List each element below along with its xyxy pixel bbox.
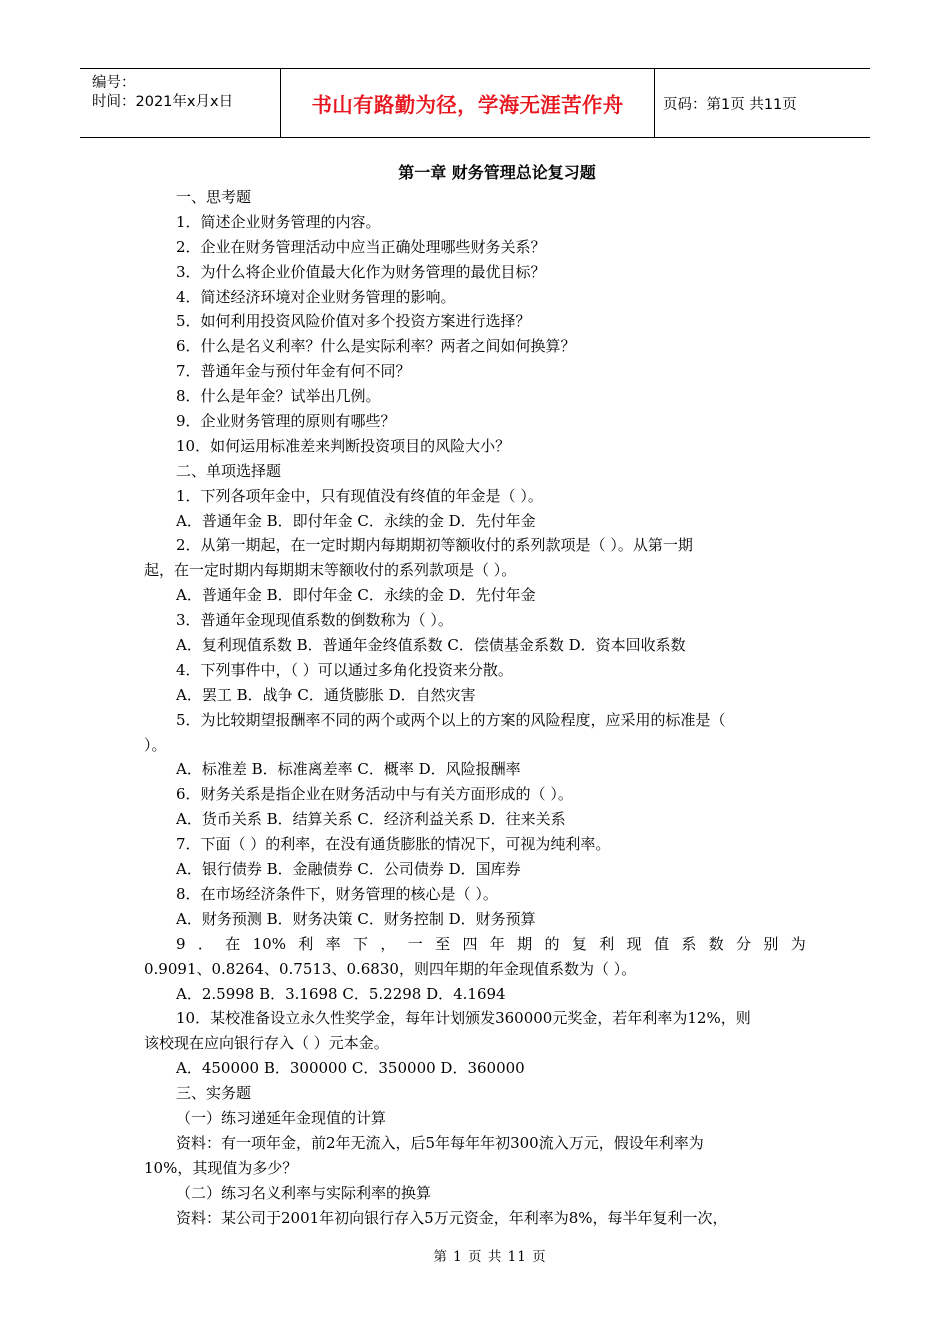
page-footer: 第 1 页 共 11 页 (433, 1249, 547, 1265)
justified-token: 至 (435, 934, 451, 953)
question-line: 5．如何利用投资风险价值对多个投资方案进行选择？ (176, 312, 531, 331)
question-continuation: ）。 (144, 735, 167, 754)
question-line: 2．从第一期起，在一定时期内每期期初等额收付的系列款项是（ ）。从第一期 (176, 536, 693, 555)
options-line: A．货币关系 B．结算关系 C．经济利益关系 D．往来关系 (176, 810, 566, 829)
justified-token: 的 (544, 934, 560, 953)
options-line: A．银行债券 B．金融债券 C．公司债券 D．国库券 (176, 860, 521, 879)
document-header (80, 68, 870, 138)
exercise-line: 资料：有一项年金，前2年无流入，后5年每年年初300流入万元，假设年利率为 (176, 1133, 704, 1152)
justified-token: 一 (407, 934, 423, 953)
header-meta (80, 69, 281, 137)
question-line: 7．下面（ ）的利率，在没有通货膨胀的情况下，可视为纯利率。 (176, 835, 611, 854)
justified-token: 在 (225, 934, 241, 953)
subsection-heading: （二）练习名义利率与实际利率的换算 (176, 1183, 432, 1202)
justified-token: 9 (176, 934, 186, 953)
justified-token: ． (197, 934, 213, 953)
question-line: 7．普通年金与预付年金有何不同？ (176, 362, 411, 381)
date-label: 时间：2021年x月x日 (92, 94, 234, 110)
question-line: 3．为什么将企业价值最大化作为财务管理的最优目标？ (176, 262, 546, 281)
options-line: A．复利现值系数 B．普通年金终值系数 C．偿债基金系数 D．资本回收系数 (176, 636, 686, 655)
justified-token: 下 (353, 934, 369, 953)
question-line: 9．企业财务管理的原则有哪些？ (176, 412, 396, 431)
question-line: 10．某校准备设立永久性奖学金，每年计划颁发360000元奖金，若年利率为12%，则 (176, 1009, 751, 1028)
question-line: 6．财务关系是指企业在财务活动中与有关方面形成的（ ）。 (176, 785, 573, 804)
header-motto-cell (281, 69, 655, 137)
chapter-title: 第一章 财务管理总论复习题 (398, 163, 596, 182)
justified-token: 利 (599, 934, 615, 953)
options-line: A．2.5998 B．3.1698 C．5.2298 D．4.1694 (176, 984, 506, 1003)
question-continuation: 该校现在应向银行存入（ ）元本金。 (144, 1034, 389, 1053)
question-line: 5．为比较期望报酬率不同的两个或两个以上的方案的风险程度，应采用的标准是（ (176, 710, 726, 729)
section-heading: 一、思考题 (176, 188, 252, 206)
exercise-continuation: 10%，其现值为多少？ (144, 1158, 298, 1177)
page-info-text: 页码：第1页 共11页 (663, 96, 797, 113)
justified-token: 为 (790, 934, 806, 953)
exercise-line: 资料：某公司于2001年初向银行存入5万元资金，年利率为8%，每半年复利一次， (176, 1208, 728, 1227)
justified-token: 期 (517, 934, 533, 953)
question-line: 6．什么是名义利率？什么是实际利率？两者之间如何换算？ (176, 337, 576, 356)
options-line: A．财务预测 B．财务决策 C．财务控制 D．财务预算 (176, 909, 536, 928)
justified-token: 值 (653, 934, 669, 953)
section-heading: 三、实务题 (176, 1084, 252, 1103)
number-label: 编号： (92, 75, 136, 91)
document-body (144, 160, 806, 1230)
justified-token: 率 (325, 934, 341, 953)
justified-token: 利 (298, 934, 314, 953)
justified-token: 系 (681, 934, 697, 953)
question-line: 2．企业在财务管理活动中应当正确处理哪些财务关系？ (176, 237, 546, 256)
justified-token: 10% (252, 934, 286, 953)
options-line: A．标准差 B．标准离差率 C．概率 D．风险报酬率 (176, 760, 521, 779)
section-heading: 二、单项选择题 (176, 461, 282, 480)
justified-token: 年 (489, 934, 505, 953)
motto-text: 书山有路勤为径，学海无涯苦作舟 (311, 93, 624, 117)
options-line: A．罢工 B．战争 C．通货膨胀 D．自然灾害 (176, 685, 476, 704)
question-line: 1．下列各项年金中，只有现值没有终值的年金是（ ）。 (176, 486, 543, 505)
justified-token: 数 (708, 934, 724, 953)
question-continuation: 起，在一定时期内每期期末等额收付的系列款项是（ ）。 (144, 561, 517, 580)
justified-token: 复 (571, 934, 587, 953)
question-line: 4．下列事件中，（ ）可以通过多角化投资来分散。 (176, 660, 513, 679)
question-line: 8．什么是年金？试举出几例。 (176, 387, 381, 406)
justified-token: 现 (626, 934, 642, 953)
question-line: 8．在市场经济条件下，财务管理的核心是（ ）。 (176, 884, 498, 903)
question-line: 10．如何运用标准差来判断投资项目的风险大小？ (176, 436, 511, 455)
question-line: 1．简述企业财务管理的内容。 (176, 212, 381, 231)
justified-token: ， (380, 934, 396, 953)
options-line: A．450000 B．300000 C．350000 D．360000 (176, 1059, 525, 1078)
justified-token: 四 (462, 934, 478, 953)
subsection-heading: （一）练习递延年金现值的计算 (176, 1108, 387, 1127)
header-page-info (655, 69, 870, 137)
justified-token: 别 (763, 934, 779, 953)
justified-question-line (144, 932, 806, 957)
question-line: 3．普通年金现现值系数的倒数称为（ ）。 (176, 611, 453, 630)
justified-token: 分 (736, 934, 752, 953)
options-line: A．普通年金 B．即付年金 C．永续的金 D．先付年金 (176, 511, 536, 530)
options-line: A．普通年金 B．即付年金 C．永续的金 D．先付年金 (176, 586, 536, 605)
question-continuation: 0.9091、0.8264、0.7513、0.6830，则四年期的年金现值系数为（ ）。 (144, 959, 637, 978)
question-line: 4．简述经济环境对企业财务管理的影响。 (176, 287, 456, 306)
